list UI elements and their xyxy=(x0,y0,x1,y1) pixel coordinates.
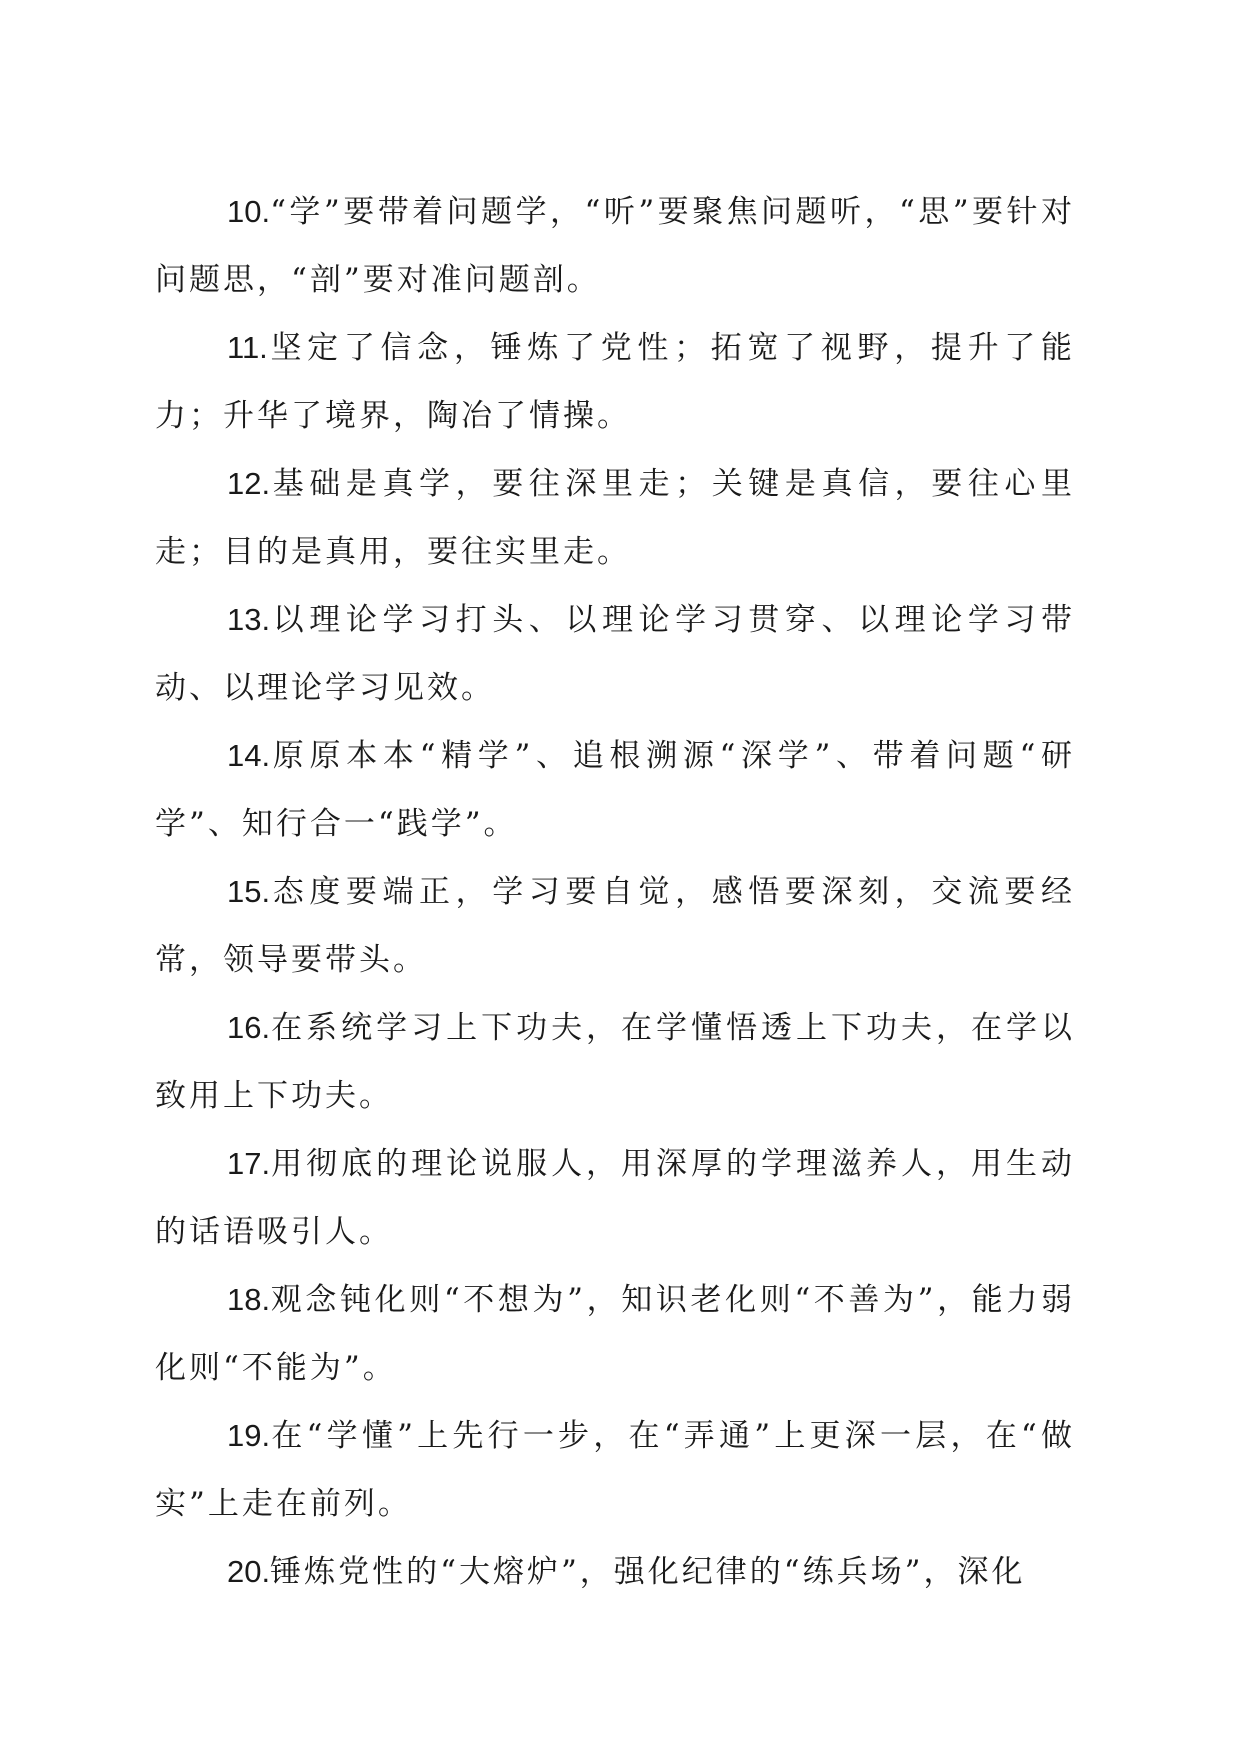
item-number: 11. xyxy=(227,330,268,365)
paragraph-13 xyxy=(155,586,1075,722)
paragraph-17 xyxy=(155,1130,1075,1266)
item-number: 10. xyxy=(227,194,271,229)
item-text: 坚定了信念，锤炼了党性；拓宽了视野，提升了能力；升华了境界，陶冶了情操。 xyxy=(155,330,1075,434)
paragraph-11 xyxy=(155,314,1075,450)
item-text: 锤炼党性的“大熔炉”，强化纪律的“练兵场”，深化 xyxy=(270,1554,1026,1590)
item-number: 19. xyxy=(227,1418,271,1453)
item-text: 基础是真学，要往深里走；关键是真信，要往心里走；目的是真用，要往实里走。 xyxy=(155,466,1075,570)
item-number: 12. xyxy=(227,466,271,501)
item-number: 13. xyxy=(227,602,271,637)
paragraph-19 xyxy=(155,1402,1075,1538)
paragraph-14 xyxy=(155,722,1075,858)
item-number: 20. xyxy=(227,1554,271,1589)
item-text: 用彻底的理论说服人，用深厚的学理滋养人，用生动的话语吸引人。 xyxy=(155,1146,1075,1250)
item-text: “学”要带着问题学，“听”要聚焦问题听，“思”要针对问题思，“剖”要对准问题剖。 xyxy=(155,194,1075,298)
paragraph-10 xyxy=(155,178,1075,314)
paragraph-12 xyxy=(155,450,1075,586)
item-number: 14. xyxy=(227,738,271,773)
item-text: 态度要端正，学习要自觉，感悟要深刻，交流要经常，领导要带头。 xyxy=(155,874,1075,978)
item-text: 在系统学习上下功夫，在学懂悟透上下功夫，在学以致用上下功夫。 xyxy=(155,1010,1075,1114)
document-body xyxy=(155,178,1075,1606)
item-text: 观念钝化则“不想为”，知识老化则“不善为”，能力弱化则“不能为”。 xyxy=(155,1282,1075,1386)
item-number: 15. xyxy=(227,874,271,909)
item-text: 以理论学习打头、以理论学习贯穿、以理论学习带动、以理论学习见效。 xyxy=(155,602,1075,706)
item-number: 16. xyxy=(227,1010,271,1045)
item-text: 原原本本“精学”、追根溯源“深学”、带着问题“研学”、知行合一“践学”。 xyxy=(155,738,1075,842)
paragraph-20 xyxy=(155,1538,1075,1606)
item-number: 18. xyxy=(227,1282,271,1317)
item-text: 在“学懂”上先行一步，在“弄通”上更深一层，在“做实”上走在前列。 xyxy=(155,1418,1075,1522)
paragraph-15 xyxy=(155,858,1075,994)
paragraph-16 xyxy=(155,994,1075,1130)
item-number: 17. xyxy=(227,1146,271,1181)
paragraph-18 xyxy=(155,1266,1075,1402)
